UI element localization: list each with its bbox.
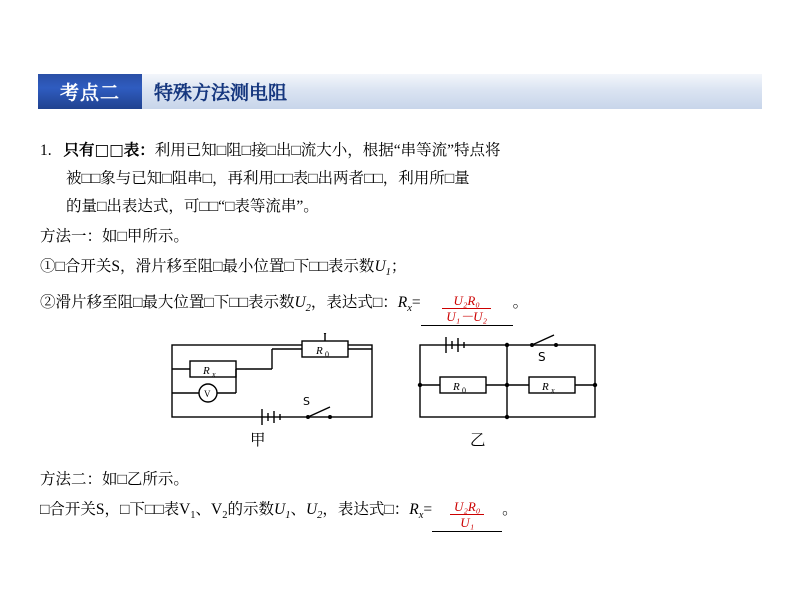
method-2-mid: 、V	[195, 501, 223, 518]
label-switch-left: S	[303, 395, 310, 408]
section-tag: 考点二	[38, 74, 142, 109]
method-1-step-2	[40, 289, 760, 325]
item-number: 1.	[40, 142, 52, 159]
paragraph-1-line2: 被□□象与已知□阻串□，再利用□□表□出两者□□，利用所□量	[66, 170, 470, 187]
voltmeter-icon: V	[204, 389, 211, 399]
formula-1-denominator: U₁－U₂	[442, 308, 491, 324]
method-2-u1-sub: 1	[285, 510, 291, 522]
step-1-symbol-sub: 1	[385, 267, 391, 279]
method-1-title: 方法一：如□甲所示。	[40, 228, 189, 245]
answer-blank-2	[432, 501, 502, 532]
method-2-sub-2: 2	[222, 510, 228, 522]
method-2-equals: =	[423, 501, 433, 518]
label-rx-left: R	[203, 365, 210, 377]
step-1-end: ；	[390, 258, 407, 275]
step-2-period: 。	[512, 294, 529, 312]
formula-2-denominator: U₁	[450, 514, 484, 530]
label-r0-right: R	[453, 381, 460, 393]
formula-1	[442, 294, 491, 324]
formula-1-numerator: U₂R₀	[453, 292, 480, 308]
step-2-equals: =	[411, 294, 421, 312]
label-rx-left-sub: x	[212, 370, 216, 379]
step-2-rx-sub: x	[407, 303, 412, 315]
step-1-symbol: U	[374, 258, 386, 275]
section-title: 特殊方法测电阻	[154, 82, 288, 104]
method-2-comma: 、	[290, 501, 306, 518]
method-2-block	[40, 466, 760, 534]
method-2-sub-1: 1	[190, 510, 196, 522]
body-text	[40, 136, 760, 328]
method-2-line	[40, 496, 760, 532]
step-2-symbol: U	[294, 294, 306, 312]
method-2-u2: U	[305, 501, 318, 518]
step-2-rx: R	[397, 294, 408, 312]
label-rx-right-sub: x	[551, 386, 555, 395]
lead-rest: 利用已知□阻□接□出□流大小，根据“串等流”特点将	[154, 142, 501, 159]
lead-bold: 只有□□表：	[63, 141, 155, 159]
method-2-title: 方法二：如□乙所示。	[40, 471, 189, 488]
method-2-text: □合开关S，□下□□表V	[40, 501, 191, 518]
circuit-diagrams-svg	[40, 333, 760, 453]
paragraph-1-line3: 的量□出表达式，可□□“□表等流串”。	[66, 198, 319, 215]
method-2-rest: 的示数	[227, 501, 274, 518]
step-2-mid: ，表达式□：	[310, 294, 398, 312]
step-2-symbol-sub: 2	[305, 303, 311, 315]
circuit-figures	[40, 333, 760, 453]
label-r0-left-sub: 0	[325, 350, 329, 359]
figure-caption-right: 乙	[470, 431, 486, 449]
step-1-text: ①□合开关S，滑片移至阻□最小位置□下□□表示数	[40, 258, 375, 275]
formula-2	[450, 500, 484, 530]
label-rx-right: R	[542, 381, 549, 393]
method-2-u2-sub: 2	[317, 510, 323, 522]
method-2-period: 。	[502, 501, 518, 518]
method-2-tail: ，表达式□：	[322, 501, 410, 518]
section-banner	[38, 74, 762, 109]
method-2-rx-sub: x	[418, 510, 424, 522]
formula-2-numerator: U₂R₀	[453, 499, 481, 515]
answer-blank-1	[421, 292, 513, 326]
method-2-rx: R	[409, 501, 419, 518]
figure-caption-left: 甲	[250, 431, 266, 449]
label-switch-right: S	[538, 350, 546, 364]
label-r0-left: R	[316, 345, 323, 357]
label-r0-right-sub: 0	[462, 386, 466, 395]
paragraph-1	[40, 136, 760, 221]
step-2-text: ②滑片移至阻□最大位置□下□□表示数	[40, 294, 295, 312]
method-2-u1: U	[273, 501, 286, 518]
method-1-step-1	[40, 253, 760, 287]
